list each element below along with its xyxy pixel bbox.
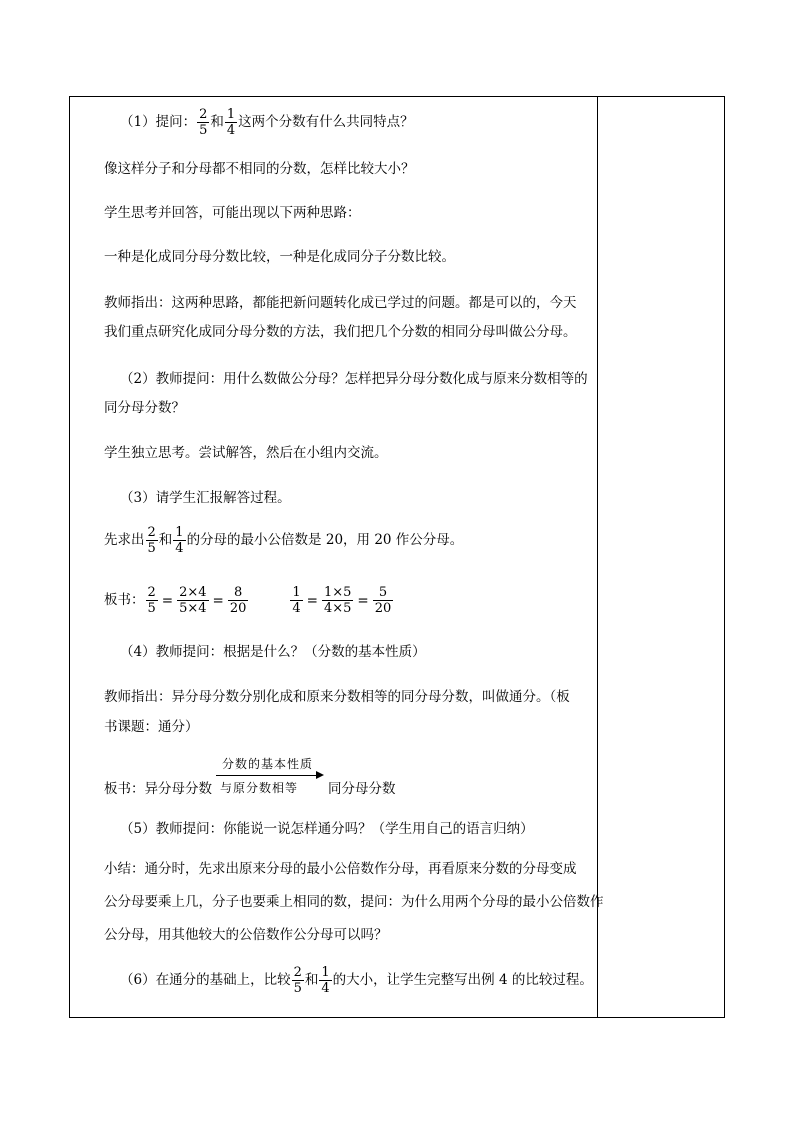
numerator: 1 [226,107,236,122]
denominator: 4 [175,541,184,556]
denominator: 5 [199,123,208,138]
fraction [225,107,237,138]
board-label: 板书：异分母分数 [104,781,212,797]
denominator: 5×4 [179,601,207,616]
paragraph: （5）教师提问：你能说一说怎样通分吗？（学生用自己的语言归纳） [120,821,534,837]
text: 和 [304,972,319,988]
denominator: 4 [321,981,330,996]
denominator: 20 [229,601,247,616]
fraction [146,585,158,616]
numerator: 2 [147,585,156,600]
equals: = [212,592,224,609]
fraction [373,585,394,616]
lcm-line [104,525,463,556]
question-1 [120,107,414,138]
equals: = [357,592,369,609]
board-result: 同分母分数 [328,781,396,797]
denominator: 5 [147,601,156,616]
lesson-table [69,96,725,1018]
column-divider [597,97,598,1017]
numerator: 2 [147,525,156,540]
denominator: 5 [147,541,156,556]
paragraph: 书课题：通分） [104,719,199,735]
fraction [290,585,302,616]
arrow-head-icon [316,771,324,779]
paragraph: 小结：通分时，先求出原来分母的最小公倍数作分母，再看原来分数的分母变成 [104,861,577,877]
paragraph: 像这样分子和分母都不相同的分数，怎样比较大小？ [104,161,415,177]
fraction [146,525,158,556]
fraction [319,965,331,996]
paragraph: 学生独立思考。尝试解答，然后在小组内交流。 [104,445,388,461]
paragraph: （3）请学生汇报解答过程。 [120,490,291,506]
question-6 [120,965,593,996]
numerator: 2 [293,965,302,980]
text: 这两个分数有什么共同特点？ [238,114,414,130]
denominator: 20 [374,601,392,616]
fraction [173,525,185,556]
numerator: 1 [292,585,301,600]
numerator: 1 [175,525,184,540]
text: （6）在通分的基础上，比较 [120,972,291,988]
paragraph: 公分母要乘上几，分子也要乘上相同的数，提问：为什么用两个分母的最小公倍数作 [104,894,604,910]
paragraph: 教师指出：这两种思路，都能把新问题转化成已学过的问题。都是可以的，今天 [104,295,577,311]
paragraph: （4）教师提问：根据是什么？（分数的基本性质） [120,644,426,660]
denominator: 4 [226,123,236,138]
equals: = [161,592,174,609]
numerator: 5 [373,585,394,601]
numerator: 2 [199,107,208,122]
equals: = [306,592,318,609]
fraction [228,585,249,616]
denominator: 5 [293,981,302,996]
arrow-top-label: 分数的基本性质 [222,757,314,771]
paragraph: （2）教师提问：用什么数做公分母？怎样把异分母分数化成与原来分数相等的 [120,371,588,387]
numerator: 1×5 [323,585,352,600]
paragraph: 学生思考并回答，可能出现以下两种思路： [104,205,361,221]
text: （1）提问： [120,114,197,130]
arrow-bottom-label: 与原分数相等 [220,781,299,795]
text: 和 [158,532,173,548]
numerator: 8 [228,585,249,601]
paragraph: 一种是化成同分母分数比较，一种是化成同分子分数比较。 [104,249,455,265]
text: 的大小，让学生完整写出例 4 的比较过程。 [332,972,593,988]
paragraph: 同分母分数？ [104,400,185,416]
fraction [177,585,208,616]
paragraph: 教师指出：异分母分数分别化成和原来分数相等的同分母分数，叫做通分。（板 [104,689,570,705]
fraction [292,965,304,996]
fraction [322,585,353,616]
arrow-line [216,775,320,776]
text: 板书： [104,592,145,608]
text: 和 [210,114,224,130]
text: 的分母的最小公倍数是 20，用 20 作公分母。 [186,532,464,548]
fraction [197,107,209,138]
transform-arrow [216,755,326,799]
denominator: 4×5 [323,601,352,616]
numerator: 2×4 [179,585,207,600]
board-equation [104,585,394,616]
numerator: 1 [321,965,330,980]
denominator: 4 [292,601,301,616]
text: 先求出 [104,532,145,548]
paragraph: 公分母，用其他较大的公倍数作公分母可以吗？ [104,927,388,943]
paragraph: 我们重点研究化成同分母分数的方法，我们把几个分数的相同分母叫做公分母。 [104,324,577,340]
